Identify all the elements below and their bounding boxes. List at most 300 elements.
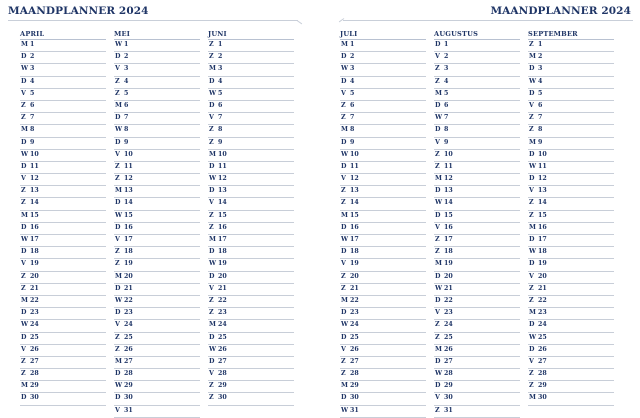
day-row[interactable] bbox=[208, 174, 294, 186]
day-number: 9 bbox=[538, 138, 543, 146]
day-number: 29 bbox=[350, 382, 359, 390]
day-row[interactable] bbox=[434, 345, 520, 357]
day-row[interactable] bbox=[434, 308, 520, 320]
day-row[interactable] bbox=[20, 284, 106, 296]
weekday-letter: D bbox=[529, 260, 535, 268]
day-row[interactable] bbox=[114, 284, 200, 296]
day-row[interactable] bbox=[114, 357, 200, 369]
day-row[interactable] bbox=[340, 296, 426, 308]
weekday-letter: Z bbox=[435, 333, 440, 341]
weekday-letter: Z bbox=[115, 333, 120, 341]
day-number: 27 bbox=[218, 357, 227, 365]
day-row[interactable] bbox=[528, 272, 614, 284]
weekday-letter: Z bbox=[209, 382, 214, 390]
day-row[interactable] bbox=[114, 174, 200, 186]
day-row[interactable] bbox=[528, 223, 614, 235]
day-row[interactable] bbox=[528, 320, 614, 332]
day-row[interactable] bbox=[340, 52, 426, 64]
day-row[interactable] bbox=[340, 186, 426, 198]
day-row[interactable] bbox=[528, 64, 614, 76]
day-number: 18 bbox=[444, 248, 453, 256]
day-row[interactable] bbox=[114, 52, 200, 64]
day-number: 28 bbox=[350, 370, 359, 378]
weekday-letter: W bbox=[21, 236, 29, 243]
day-row[interactable] bbox=[528, 381, 614, 393]
day-number: 24 bbox=[218, 321, 227, 329]
day-row[interactable] bbox=[208, 357, 294, 369]
day-row[interactable] bbox=[434, 101, 520, 113]
day-row[interactable] bbox=[20, 320, 106, 332]
day-row[interactable] bbox=[528, 113, 614, 125]
day-row[interactable] bbox=[20, 52, 106, 64]
day-row[interactable] bbox=[114, 211, 200, 223]
day-row[interactable] bbox=[340, 381, 426, 393]
day-number: 13 bbox=[30, 187, 39, 195]
day-number: 23 bbox=[30, 309, 39, 317]
day-row[interactable] bbox=[208, 296, 294, 308]
day-number: 14 bbox=[218, 199, 227, 207]
day-row[interactable] bbox=[20, 308, 106, 320]
weekday-letter: M bbox=[435, 345, 442, 353]
day-row[interactable] bbox=[434, 333, 520, 345]
day-row[interactable] bbox=[208, 89, 294, 101]
weekday-letter: W bbox=[21, 150, 29, 158]
day-row[interactable] bbox=[434, 296, 520, 308]
day-row[interactable] bbox=[20, 357, 106, 369]
day-row[interactable] bbox=[20, 393, 106, 405]
weekday-letter: W bbox=[529, 162, 537, 170]
day-row[interactable] bbox=[208, 223, 294, 235]
day-row[interactable] bbox=[528, 369, 614, 381]
day-number: 17 bbox=[124, 236, 133, 243]
day-row[interactable] bbox=[340, 211, 426, 223]
day-row[interactable] bbox=[20, 150, 106, 162]
day-row[interactable] bbox=[114, 138, 200, 150]
day-row[interactable] bbox=[20, 162, 106, 174]
day-row[interactable] bbox=[208, 211, 294, 223]
day-row[interactable] bbox=[20, 186, 106, 198]
day-row[interactable] bbox=[208, 101, 294, 113]
day-number: 17 bbox=[350, 236, 359, 243]
weekday-letter: W bbox=[21, 65, 29, 73]
day-row[interactable] bbox=[208, 64, 294, 76]
day-row[interactable] bbox=[434, 113, 520, 125]
day-row[interactable] bbox=[434, 406, 520, 418]
day-row[interactable] bbox=[114, 308, 200, 320]
day-row[interactable] bbox=[114, 150, 200, 162]
weekday-letter: D bbox=[115, 309, 121, 317]
weekday-letter: M bbox=[435, 89, 442, 97]
weekday-letter: M bbox=[21, 296, 28, 304]
weekday-letter: Z bbox=[209, 211, 214, 219]
day-row[interactable] bbox=[114, 381, 200, 393]
weekday-letter: Z bbox=[115, 89, 120, 97]
day-number: 15 bbox=[444, 211, 453, 219]
day-number: 15 bbox=[124, 211, 133, 219]
day-row[interactable] bbox=[528, 138, 614, 150]
day-row[interactable] bbox=[434, 138, 520, 150]
day-number: 12 bbox=[538, 175, 547, 183]
day-row[interactable] bbox=[528, 52, 614, 64]
day-number: 30 bbox=[538, 394, 547, 402]
day-row[interactable] bbox=[20, 40, 106, 52]
day-row[interactable] bbox=[114, 333, 200, 345]
weekday-letter: V bbox=[529, 187, 534, 195]
day-row[interactable] bbox=[528, 247, 614, 259]
day-row[interactable] bbox=[340, 64, 426, 76]
day-row[interactable] bbox=[114, 162, 200, 174]
day-row[interactable] bbox=[114, 235, 200, 247]
day-number: 21 bbox=[538, 284, 547, 292]
day-row[interactable] bbox=[20, 235, 106, 247]
day-row[interactable] bbox=[20, 369, 106, 381]
day-row[interactable] bbox=[114, 320, 200, 332]
day-number: 27 bbox=[350, 357, 359, 365]
weekday-letter: Z bbox=[341, 284, 346, 292]
day-row[interactable] bbox=[20, 296, 106, 308]
day-row[interactable] bbox=[20, 381, 106, 393]
day-row[interactable] bbox=[20, 198, 106, 210]
day-row[interactable] bbox=[340, 162, 426, 174]
day-row[interactable] bbox=[434, 198, 520, 210]
day-row[interactable] bbox=[528, 393, 614, 405]
day-row[interactable] bbox=[340, 259, 426, 271]
day-row[interactable] bbox=[434, 186, 520, 198]
day-row[interactable] bbox=[20, 113, 106, 125]
day-row[interactable] bbox=[114, 393, 200, 405]
day-number: 8 bbox=[538, 126, 543, 134]
day-number: 22 bbox=[350, 296, 359, 304]
day-number: 27 bbox=[124, 357, 133, 365]
day-row[interactable] bbox=[434, 174, 520, 186]
weekday-letter: D bbox=[341, 333, 347, 341]
day-number: 23 bbox=[218, 309, 227, 317]
weekday-letter: D bbox=[341, 223, 347, 231]
day-row[interactable] bbox=[208, 162, 294, 174]
day-row[interactable] bbox=[340, 406, 426, 418]
day-row[interactable] bbox=[340, 345, 426, 357]
month-name: MEI bbox=[114, 30, 131, 38]
day-number: 4 bbox=[444, 77, 449, 85]
day-row[interactable] bbox=[20, 89, 106, 101]
day-row[interactable] bbox=[434, 77, 520, 89]
day-row[interactable] bbox=[208, 333, 294, 345]
day-number: 2 bbox=[218, 53, 223, 61]
day-row[interactable] bbox=[20, 174, 106, 186]
weekday-letter: Z bbox=[21, 272, 26, 280]
day-number: 15 bbox=[30, 211, 39, 219]
day-number: 20 bbox=[30, 272, 39, 280]
day-row[interactable] bbox=[340, 284, 426, 296]
day-number: 19 bbox=[538, 260, 547, 268]
day-row[interactable] bbox=[340, 272, 426, 284]
day-row[interactable] bbox=[114, 101, 200, 113]
day-row[interactable] bbox=[20, 77, 106, 89]
day-number: 9 bbox=[218, 138, 223, 146]
day-number: 1 bbox=[350, 41, 355, 48]
day-row[interactable] bbox=[434, 211, 520, 223]
weekday-letter: Z bbox=[209, 138, 214, 146]
day-row[interactable] bbox=[528, 296, 614, 308]
weekday-letter: Z bbox=[115, 260, 120, 268]
day-row[interactable] bbox=[208, 77, 294, 89]
day-row[interactable] bbox=[340, 40, 426, 52]
weekday-letter: V bbox=[115, 236, 120, 243]
day-row[interactable] bbox=[340, 320, 426, 332]
day-row[interactable] bbox=[340, 138, 426, 150]
day-row[interactable] bbox=[528, 357, 614, 369]
day-row[interactable] bbox=[208, 393, 294, 405]
day-row[interactable] bbox=[528, 345, 614, 357]
day-number: 12 bbox=[30, 175, 39, 183]
day-row[interactable] bbox=[114, 186, 200, 198]
day-row[interactable] bbox=[434, 369, 520, 381]
weekday-letter: D bbox=[529, 175, 535, 183]
day-row[interactable] bbox=[208, 284, 294, 296]
day-row[interactable] bbox=[208, 138, 294, 150]
day-row[interactable] bbox=[340, 113, 426, 125]
day-row[interactable] bbox=[340, 393, 426, 405]
day-number: 11 bbox=[124, 162, 133, 170]
day-number: 25 bbox=[218, 333, 227, 341]
day-row[interactable] bbox=[528, 89, 614, 101]
day-row[interactable] bbox=[528, 101, 614, 113]
day-row[interactable] bbox=[340, 174, 426, 186]
day-row[interactable] bbox=[20, 345, 106, 357]
day-row[interactable] bbox=[208, 150, 294, 162]
day-number: 5 bbox=[350, 89, 355, 97]
day-row[interactable] bbox=[434, 89, 520, 101]
day-number: 6 bbox=[538, 101, 543, 109]
day-row[interactable] bbox=[208, 369, 294, 381]
day-row[interactable] bbox=[114, 89, 200, 101]
day-row[interactable] bbox=[208, 235, 294, 247]
day-row[interactable] bbox=[208, 259, 294, 271]
day-row[interactable] bbox=[340, 101, 426, 113]
day-row[interactable] bbox=[208, 40, 294, 52]
month-name: JULI bbox=[340, 30, 358, 38]
day-row[interactable] bbox=[20, 64, 106, 76]
day-row[interactable] bbox=[114, 64, 200, 76]
day-row[interactable] bbox=[434, 259, 520, 271]
day-number: 26 bbox=[444, 345, 453, 353]
weekday-letter: M bbox=[209, 236, 216, 243]
day-number: 18 bbox=[538, 248, 547, 256]
day-row[interactable] bbox=[434, 272, 520, 284]
day-row[interactable] bbox=[528, 150, 614, 162]
day-row[interactable] bbox=[340, 223, 426, 235]
day-row[interactable] bbox=[208, 52, 294, 64]
day-row[interactable] bbox=[340, 235, 426, 247]
day-row[interactable] bbox=[528, 125, 614, 137]
day-row[interactable] bbox=[114, 406, 200, 418]
weekday-letter: W bbox=[341, 65, 349, 73]
day-number: 10 bbox=[538, 150, 547, 158]
day-row[interactable] bbox=[528, 259, 614, 271]
day-row[interactable] bbox=[434, 223, 520, 235]
weekday-letter: M bbox=[21, 41, 28, 48]
day-number: 13 bbox=[218, 187, 227, 195]
day-row[interactable] bbox=[114, 198, 200, 210]
day-number: 20 bbox=[350, 272, 359, 280]
day-row[interactable] bbox=[208, 345, 294, 357]
day-row[interactable] bbox=[208, 381, 294, 393]
day-number: 6 bbox=[350, 101, 355, 109]
day-number: 29 bbox=[30, 382, 39, 390]
day-row[interactable] bbox=[20, 125, 106, 137]
weekday-letter: D bbox=[435, 357, 441, 365]
weekday-letter: Z bbox=[435, 77, 440, 85]
day-number: 10 bbox=[30, 150, 39, 158]
day-row[interactable] bbox=[114, 223, 200, 235]
day-row[interactable] bbox=[208, 125, 294, 137]
day-row[interactable] bbox=[208, 247, 294, 259]
day-row[interactable] bbox=[434, 150, 520, 162]
day-number: 16 bbox=[538, 223, 547, 231]
day-row[interactable] bbox=[208, 113, 294, 125]
day-number: 10 bbox=[218, 150, 227, 158]
day-row[interactable] bbox=[528, 308, 614, 320]
day-number: 23 bbox=[350, 309, 359, 317]
day-number: 13 bbox=[444, 187, 453, 195]
weekday-letter: V bbox=[209, 114, 214, 122]
weekday-letter: V bbox=[341, 345, 346, 353]
day-row[interactable] bbox=[434, 320, 520, 332]
weekday-letter: D bbox=[435, 187, 441, 195]
day-row[interactable] bbox=[114, 247, 200, 259]
weekday-letter: W bbox=[115, 211, 123, 219]
day-row[interactable] bbox=[434, 162, 520, 174]
weekday-letter: D bbox=[21, 53, 27, 61]
day-row[interactable] bbox=[208, 308, 294, 320]
day-row[interactable] bbox=[20, 101, 106, 113]
day-row[interactable] bbox=[20, 272, 106, 284]
weekday-letter: V bbox=[115, 321, 120, 329]
day-row[interactable] bbox=[528, 198, 614, 210]
day-row[interactable] bbox=[434, 247, 520, 259]
day-row[interactable] bbox=[528, 174, 614, 186]
day-row[interactable] bbox=[114, 345, 200, 357]
day-row[interactable] bbox=[340, 308, 426, 320]
weekday-letter: D bbox=[21, 77, 27, 85]
month-name: AUGUSTUS bbox=[434, 30, 479, 38]
day-row[interactable] bbox=[434, 52, 520, 64]
weekday-letter: D bbox=[435, 272, 441, 280]
day-number: 4 bbox=[124, 77, 129, 85]
weekday-letter: D bbox=[435, 101, 441, 109]
day-number: 10 bbox=[124, 150, 133, 158]
day-row[interactable] bbox=[528, 235, 614, 247]
day-row[interactable] bbox=[114, 125, 200, 137]
day-row[interactable] bbox=[528, 333, 614, 345]
weekday-letter: D bbox=[341, 394, 347, 402]
day-row[interactable] bbox=[434, 40, 520, 52]
day-row[interactable] bbox=[528, 284, 614, 296]
day-row[interactable] bbox=[20, 247, 106, 259]
weekday-letter: Z bbox=[115, 175, 120, 183]
day-row[interactable] bbox=[434, 284, 520, 296]
day-row[interactable] bbox=[340, 150, 426, 162]
day-number: 8 bbox=[124, 126, 129, 134]
day-row[interactable] bbox=[528, 40, 614, 52]
weekday-letter: V bbox=[341, 89, 346, 97]
day-row[interactable] bbox=[434, 393, 520, 405]
weekday-letter: Z bbox=[341, 101, 346, 109]
day-row[interactable] bbox=[434, 125, 520, 137]
day-row[interactable] bbox=[20, 333, 106, 345]
day-row[interactable] bbox=[208, 186, 294, 198]
weekday-letter: D bbox=[209, 77, 215, 85]
day-row[interactable] bbox=[434, 381, 520, 393]
weekday-letter: Z bbox=[435, 162, 440, 170]
day-row[interactable] bbox=[208, 320, 294, 332]
day-row[interactable] bbox=[114, 296, 200, 308]
day-row[interactable] bbox=[208, 272, 294, 284]
weekday-letter: W bbox=[209, 89, 217, 97]
day-row[interactable] bbox=[528, 77, 614, 89]
day-row[interactable] bbox=[114, 369, 200, 381]
weekday-letter: D bbox=[435, 296, 441, 304]
day-row[interactable] bbox=[340, 198, 426, 210]
weekday-letter: M bbox=[115, 272, 122, 280]
weekday-letter: D bbox=[115, 370, 121, 378]
weekday-letter: M bbox=[115, 187, 122, 195]
day-number: 21 bbox=[30, 284, 39, 292]
day-number: 30 bbox=[124, 394, 133, 402]
day-row[interactable] bbox=[340, 77, 426, 89]
day-row[interactable] bbox=[20, 223, 106, 235]
day-row[interactable] bbox=[434, 235, 520, 247]
day-row[interactable] bbox=[434, 357, 520, 369]
day-row[interactable] bbox=[114, 259, 200, 271]
day-row[interactable] bbox=[528, 162, 614, 174]
weekday-letter: V bbox=[341, 175, 346, 183]
day-number: 31 bbox=[350, 406, 359, 414]
weekday-letter: Z bbox=[21, 114, 26, 122]
day-row[interactable] bbox=[528, 211, 614, 223]
day-row[interactable] bbox=[434, 64, 520, 76]
day-row[interactable] bbox=[340, 369, 426, 381]
day-row[interactable] bbox=[528, 186, 614, 198]
day-row[interactable] bbox=[340, 89, 426, 101]
day-row[interactable] bbox=[114, 77, 200, 89]
day-row[interactable] bbox=[208, 198, 294, 210]
day-number: 9 bbox=[350, 138, 355, 146]
weekday-letter: M bbox=[529, 53, 536, 61]
day-number: 6 bbox=[444, 101, 449, 109]
month-column-juni bbox=[208, 30, 294, 406]
day-row[interactable] bbox=[340, 333, 426, 345]
day-row[interactable] bbox=[20, 138, 106, 150]
day-row[interactable] bbox=[114, 40, 200, 52]
day-row[interactable] bbox=[340, 247, 426, 259]
day-number: 1 bbox=[444, 41, 449, 48]
day-row[interactable] bbox=[114, 113, 200, 125]
day-row[interactable] bbox=[340, 357, 426, 369]
day-number: 18 bbox=[124, 248, 133, 256]
day-number: 1 bbox=[218, 41, 223, 48]
day-number: 14 bbox=[444, 199, 453, 207]
weekday-letter: M bbox=[341, 41, 348, 48]
day-row[interactable] bbox=[20, 211, 106, 223]
weekday-letter: D bbox=[209, 101, 215, 109]
day-number: 16 bbox=[124, 223, 133, 231]
day-number: 1 bbox=[30, 41, 35, 48]
day-row[interactable] bbox=[114, 272, 200, 284]
weekday-letter: D bbox=[341, 77, 347, 85]
day-row[interactable] bbox=[340, 125, 426, 137]
day-row[interactable] bbox=[20, 259, 106, 271]
